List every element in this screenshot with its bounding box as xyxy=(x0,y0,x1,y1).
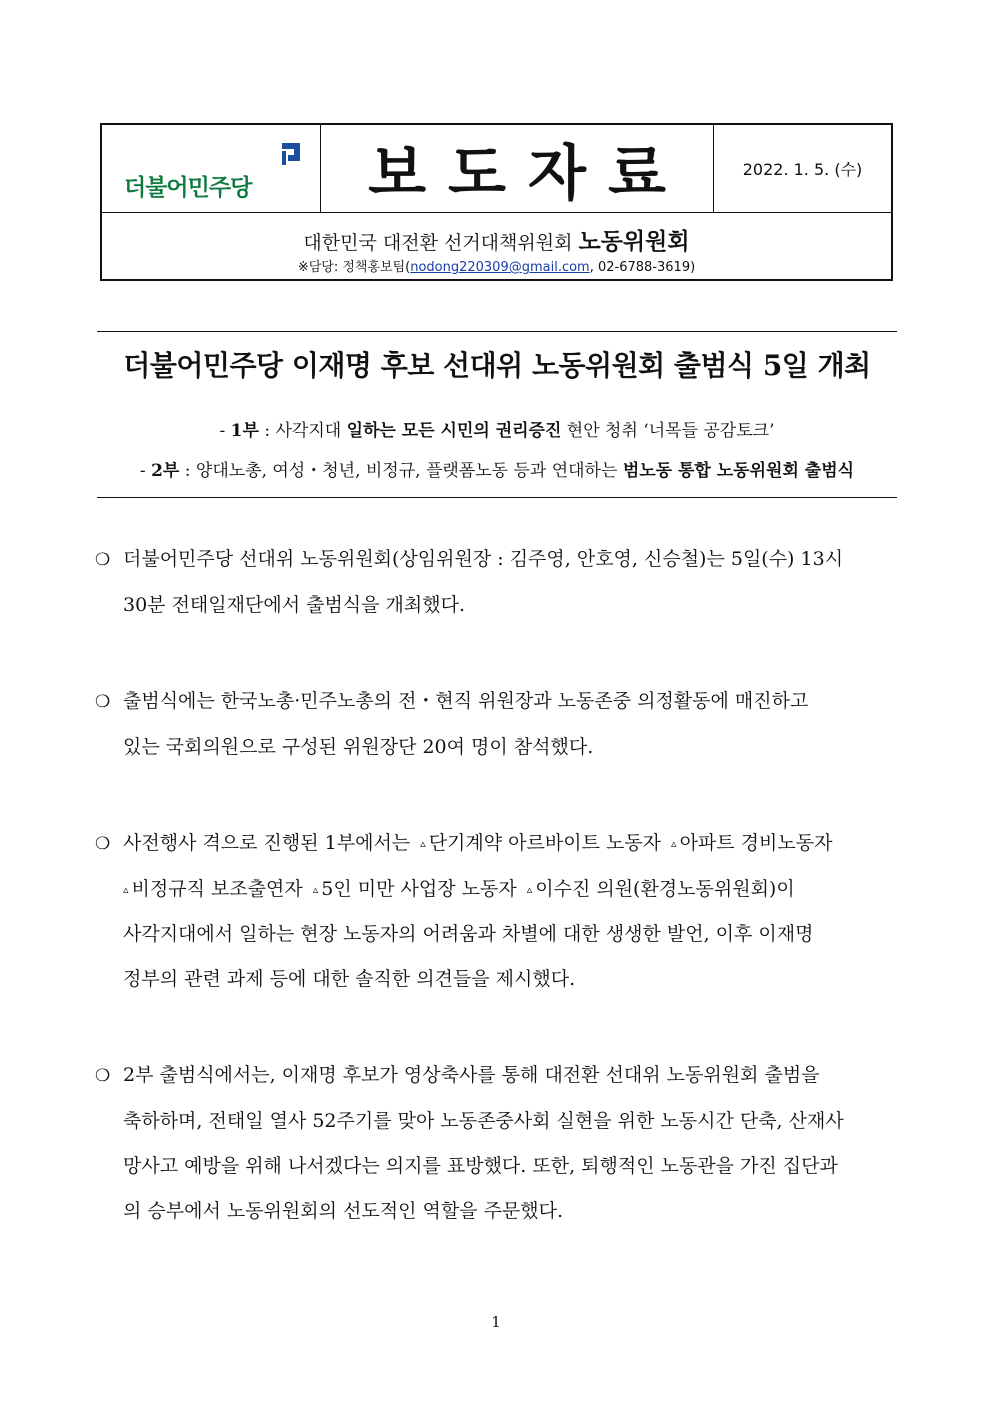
list-item: 5인 미만 사업장 노동자 xyxy=(321,878,517,900)
contact-prefix: ※담당: 정책홍보팀( xyxy=(297,260,411,275)
committee-line xyxy=(102,223,891,256)
paragraph-text: 2부 출범식에서는, 이재명 후보가 영상축사를 통해 대전환 선대위 노동위원회 출범을 xyxy=(123,1064,820,1086)
subhead-colon: : xyxy=(179,461,196,481)
committee-prefix: 대한민국 대전환 선거대책위원회 xyxy=(303,232,573,254)
contact-suffix: , 02-6788-3619) xyxy=(589,260,696,275)
subhead-colon: : xyxy=(258,421,276,441)
header-committee-row xyxy=(102,213,891,279)
triangle-bullet-icon: ▵ xyxy=(312,883,319,896)
paragraph-text: 더불어민주당 선대위 노동위원회(상임위원장 : 김주영, 안호영, 신승철)는 5일(수) 13시 xyxy=(123,548,844,570)
paragraph-line xyxy=(95,867,900,912)
paragraph-line: 30분 전태일재단에서 출범식을 개최했다. xyxy=(123,594,465,616)
paragraph-line xyxy=(95,821,900,867)
list-item: 비정규직 보조출연자 xyxy=(131,878,303,900)
paragraph-line: 의 승부에서 노동위원회의 선도적인 역할을 주문했다. xyxy=(123,1200,564,1222)
triangle-bullet-icon: ▵ xyxy=(671,837,677,850)
paragraph-line: 축하하며, 전태일 열사 52주기를 맞아 노동존중사회 실현을 위한 노동시간 단축, 산재사 xyxy=(123,1110,844,1132)
paragraph-line xyxy=(95,537,900,583)
subhead-label: 1부 xyxy=(230,421,259,441)
paragraph-line: 사각지대에서 일하는 현장 노동자의 어려움과 차별에 대한 생생한 발언, 이후 이재명 xyxy=(123,923,814,945)
subhead-bold-text: 일하는 모든 시민의 권리증진 xyxy=(346,421,562,441)
subhead-text: 양대노총, 여성・청년, 비정규, 플랫폼노동 등과 연대하는 xyxy=(195,461,623,481)
paragraph-line: 있는 국회의원으로 구성된 위원장단 20여 명이 참석했다. xyxy=(123,736,594,758)
committee-name: 노동위원회 xyxy=(578,229,690,255)
subhead-text: 사각지대 xyxy=(275,421,347,441)
headline-top-rule xyxy=(97,331,897,332)
contact-line xyxy=(102,256,891,275)
list-item: 단기계약 아르바이트 노동자 xyxy=(428,832,662,854)
party-flag-icon xyxy=(280,141,302,167)
paragraph-2 xyxy=(95,679,900,770)
bullet-icon: ❍ xyxy=(95,692,111,712)
party-logo-cell xyxy=(102,125,321,212)
list-item: 아파트 경비노동자 xyxy=(679,832,833,854)
triangle-bullet-icon: ▵ xyxy=(526,883,533,896)
subhead-label: 2부 xyxy=(151,461,180,481)
subhead-text-end: 현안 청취 ‘너목들 공감토크’ xyxy=(561,421,775,441)
bullet-icon: ❍ xyxy=(95,1066,111,1086)
paragraph-line xyxy=(95,1053,900,1099)
triangle-bullet-icon: ▵ xyxy=(420,837,426,850)
paragraph-4 xyxy=(95,1053,900,1234)
paragraph-line: 정부의 관련 과제 등에 대한 솔직한 의견들을 제시했다. xyxy=(123,968,576,990)
release-date-cell xyxy=(714,125,891,212)
header-top-row xyxy=(102,125,891,213)
press-release-title: 보도자료 xyxy=(368,138,688,209)
triangle-bullet-icon: ▵ xyxy=(123,883,129,896)
paragraph-text: 출범식에는 한국노총·민주노총의 전・현직 위원장과 노동존중 의정활동에 매진하고 xyxy=(123,690,809,712)
subhead-part-1 xyxy=(97,416,897,441)
press-release-header xyxy=(100,123,893,281)
headline-bottom-rule xyxy=(97,497,897,498)
headline: 더불어민주당 이재명 후보 선대위 노동위원회 출범식 5일 개최 xyxy=(123,349,871,382)
subhead-prefix: - xyxy=(219,421,231,441)
subhead-bold-text: 범노동 통합 노동위원회 출범식 xyxy=(622,461,855,481)
list-item: 이수진 의원(환경노동위원회)이 xyxy=(535,878,795,900)
subhead-part-2 xyxy=(97,456,897,481)
contact-email-link[interactable]: nodong220309@gmail.com xyxy=(410,260,590,275)
bullet-icon: ❍ xyxy=(95,834,111,854)
bullet-icon: ❍ xyxy=(95,550,111,570)
press-release-title-cell xyxy=(321,125,714,212)
paragraph-1 xyxy=(95,537,900,628)
party-logo-text: 더불어민주당 xyxy=(124,175,252,201)
page-number: 1 xyxy=(491,1313,501,1331)
subhead-prefix: - xyxy=(139,461,152,481)
paragraph-3 xyxy=(95,821,900,1002)
paragraph-text: 사전행사 격으로 진행된 1부에서는 xyxy=(123,832,411,854)
paragraph-line: 망사고 예방을 위해 나서겠다는 의지를 표방했다. 또한, 퇴행적인 노동관을 가진 집단과 xyxy=(123,1155,838,1177)
paragraph-line xyxy=(95,679,900,725)
release-date: 2022. 1. 5. (수) xyxy=(742,160,863,179)
